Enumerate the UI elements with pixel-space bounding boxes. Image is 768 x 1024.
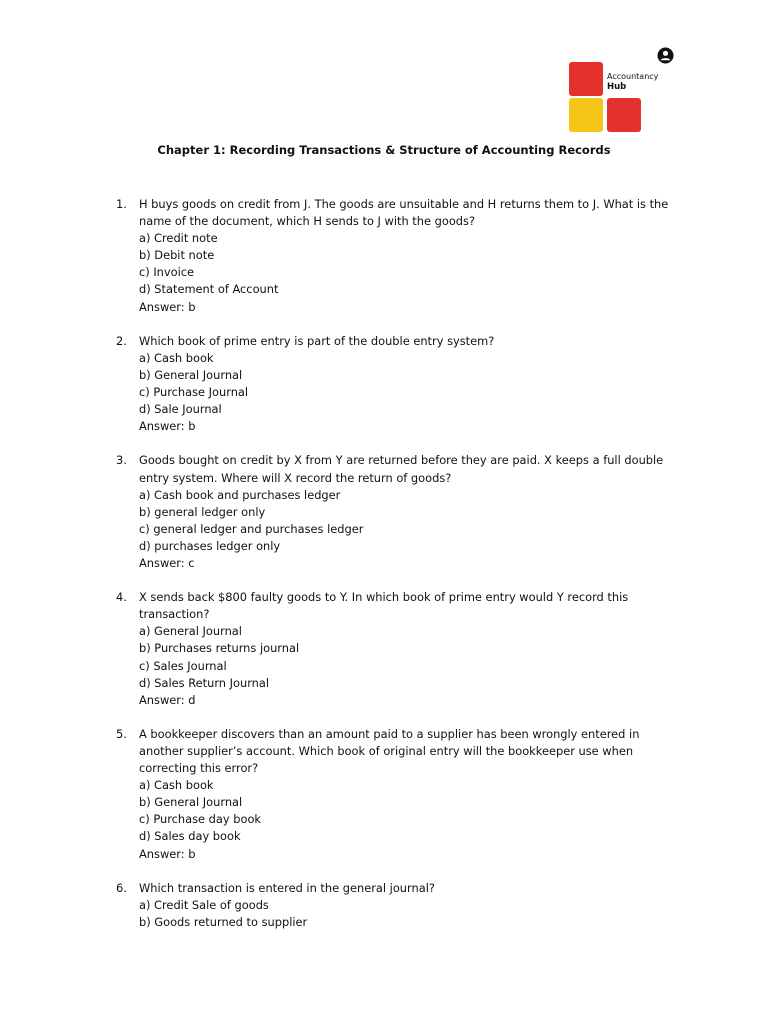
question-number: 2. xyxy=(116,333,127,348)
option: b) Purchases returns journal xyxy=(139,641,300,656)
question-number: 6. xyxy=(116,880,127,895)
option: b) general ledger only xyxy=(139,504,266,519)
answer: Answer: d xyxy=(139,692,196,707)
option: c) Purchase day book xyxy=(139,812,262,827)
user-circle-icon xyxy=(657,47,674,64)
option: d) Statement of Account xyxy=(139,282,279,297)
question-stem: Which transaction is entered in the general journal? xyxy=(139,880,435,895)
question-list xyxy=(116,196,676,948)
question-stem: X sends back $800 faulty goods to Y. In which book of prime entry would Y record this transaction? xyxy=(139,590,629,622)
question-stem: Goods bought on credit by X from Y are returned before they are paid. X keeps a full double entry system. Where will X record the return of goods? xyxy=(139,453,664,485)
logo-square-yellow xyxy=(569,98,603,132)
logo-line-1: Accountancy xyxy=(607,72,659,81)
question-number: 1. xyxy=(116,197,127,211)
option: d) Sales day book xyxy=(139,829,241,844)
chapter-title: Chapter 1: Recording Transactions & Structure of Accounting Records xyxy=(157,143,611,157)
question-item xyxy=(116,589,676,709)
question-item xyxy=(116,726,676,863)
answer: Answer: b xyxy=(139,419,196,434)
option: c) Sales Journal xyxy=(139,658,227,673)
option: d) purchases ledger only xyxy=(139,538,281,553)
question-number: 3. xyxy=(116,453,127,468)
logo-square-red-top xyxy=(569,62,603,96)
answer: Answer: b xyxy=(139,299,196,314)
question-number: 4. xyxy=(116,590,127,605)
option: a) General Journal xyxy=(139,624,242,639)
logo-line-2: Hub xyxy=(607,82,627,92)
option: b) General Journal xyxy=(139,367,243,382)
answer: Answer: c xyxy=(139,555,195,570)
option: a) Cash book and purchases ledger xyxy=(139,487,341,502)
option: a) Credit note xyxy=(139,231,218,246)
answer: Answer: b xyxy=(139,846,196,861)
question-number: 5. xyxy=(116,726,127,741)
logo-wordmark xyxy=(607,71,667,93)
option: b) General Journal xyxy=(139,795,243,810)
logo-square-red-bottom xyxy=(607,98,641,132)
option: b) Debit note xyxy=(139,248,215,263)
question-stem: Which book of prime entry is part of the double entry system? xyxy=(139,333,495,348)
option: c) general ledger and purchases ledger xyxy=(139,521,364,536)
option: c) Invoice xyxy=(139,265,195,280)
option: a) Credit Sale of goods xyxy=(139,897,269,912)
question-stem: H buys goods on credit from J. The goods are unsuitable and H returns them to J. What is the name of the document, which H sends to J with the goods? xyxy=(139,197,669,229)
question-item xyxy=(116,452,676,572)
option: d) Sales Return Journal xyxy=(139,675,270,690)
question-item xyxy=(116,196,676,316)
option: a) Cash book xyxy=(139,778,214,793)
question-item xyxy=(116,333,676,436)
option: c) Purchase Journal xyxy=(139,385,249,400)
option: b) Goods returned to supplier xyxy=(139,914,308,929)
question-stem: A bookkeeper discovers than an amount paid to a supplier has been wrongly entered in another supplier’s account. Which book of original entry will the bookkeeper use when correcting this error? xyxy=(139,726,640,776)
option: d) Sale Journal xyxy=(139,402,222,417)
question-item xyxy=(116,880,676,931)
accountancy-hub-logo xyxy=(569,62,659,132)
option: a) Cash book xyxy=(139,350,214,365)
